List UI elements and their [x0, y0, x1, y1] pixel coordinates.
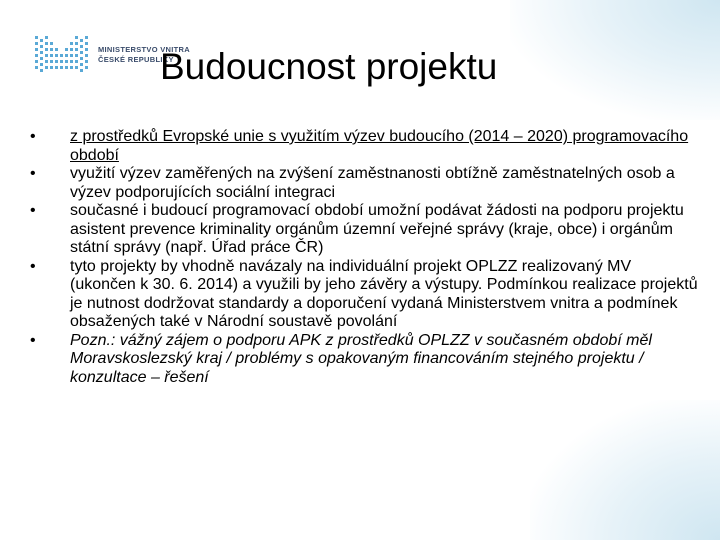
background-gradient-bottom — [530, 400, 720, 540]
bullet-icon: • — [30, 331, 36, 349]
bullet-item — [30, 128, 698, 165]
bullet-text: současné i budoucí programovací období umožní podávat žádosti na podporu projektu asistent prevence kriminality orgánům územní veřejné správy (kraje, obce) i orgánům státní správy (např. Úřad práce ČR) — [70, 202, 684, 256]
bullet-icon: • — [30, 202, 36, 219]
bullet-item — [30, 332, 698, 388]
bullet-text: z prostředků Evropské unie s využitím výzev budoucího (2014 – 2020) programovacího období — [70, 128, 689, 164]
bullet-text: Pozn.: vážný zájem o podporu APK z prostředků OPLZZ v současném období měl Moravskoslezský kraj / problémy s opakovaným financováním stejného projektu / konzultace – řešení — [70, 331, 652, 386]
bullet-icon: • — [30, 257, 36, 275]
bullet-item — [30, 202, 698, 258]
background-gradient-top — [510, 0, 720, 120]
bullet-item — [30, 258, 698, 332]
logo-line-1: MINISTERSTVO VNITRA — [98, 45, 190, 54]
bullet-list — [30, 128, 698, 387]
bullet-icon: • — [30, 165, 36, 182]
bullet-icon: • — [30, 128, 36, 145]
slide-title: Budoucnost projektu — [160, 46, 498, 87]
bullet-text: využití výzev zaměřených na zvýšení zaměstnanosti obtížně zaměstnatelných osob a výzev podporujících sociální integraci — [70, 165, 675, 201]
bullet-item — [30, 165, 698, 202]
logo-line-2: ČESKÉ REPUBLIKY — [98, 55, 174, 64]
bullet-text: tyto projekty by vhodně navázaly na individuální projekt OPLZZ realizovaný MV (ukončen k 30. 6. 2014) a využili by jeho závěry a výstupy. Podmínkou realizace projektů je nutnost dodržovat standardy a doporučení vydaná Ministerstvem vnitra a podmínek obsažených také v Národní soustavě povolání — [70, 257, 698, 330]
